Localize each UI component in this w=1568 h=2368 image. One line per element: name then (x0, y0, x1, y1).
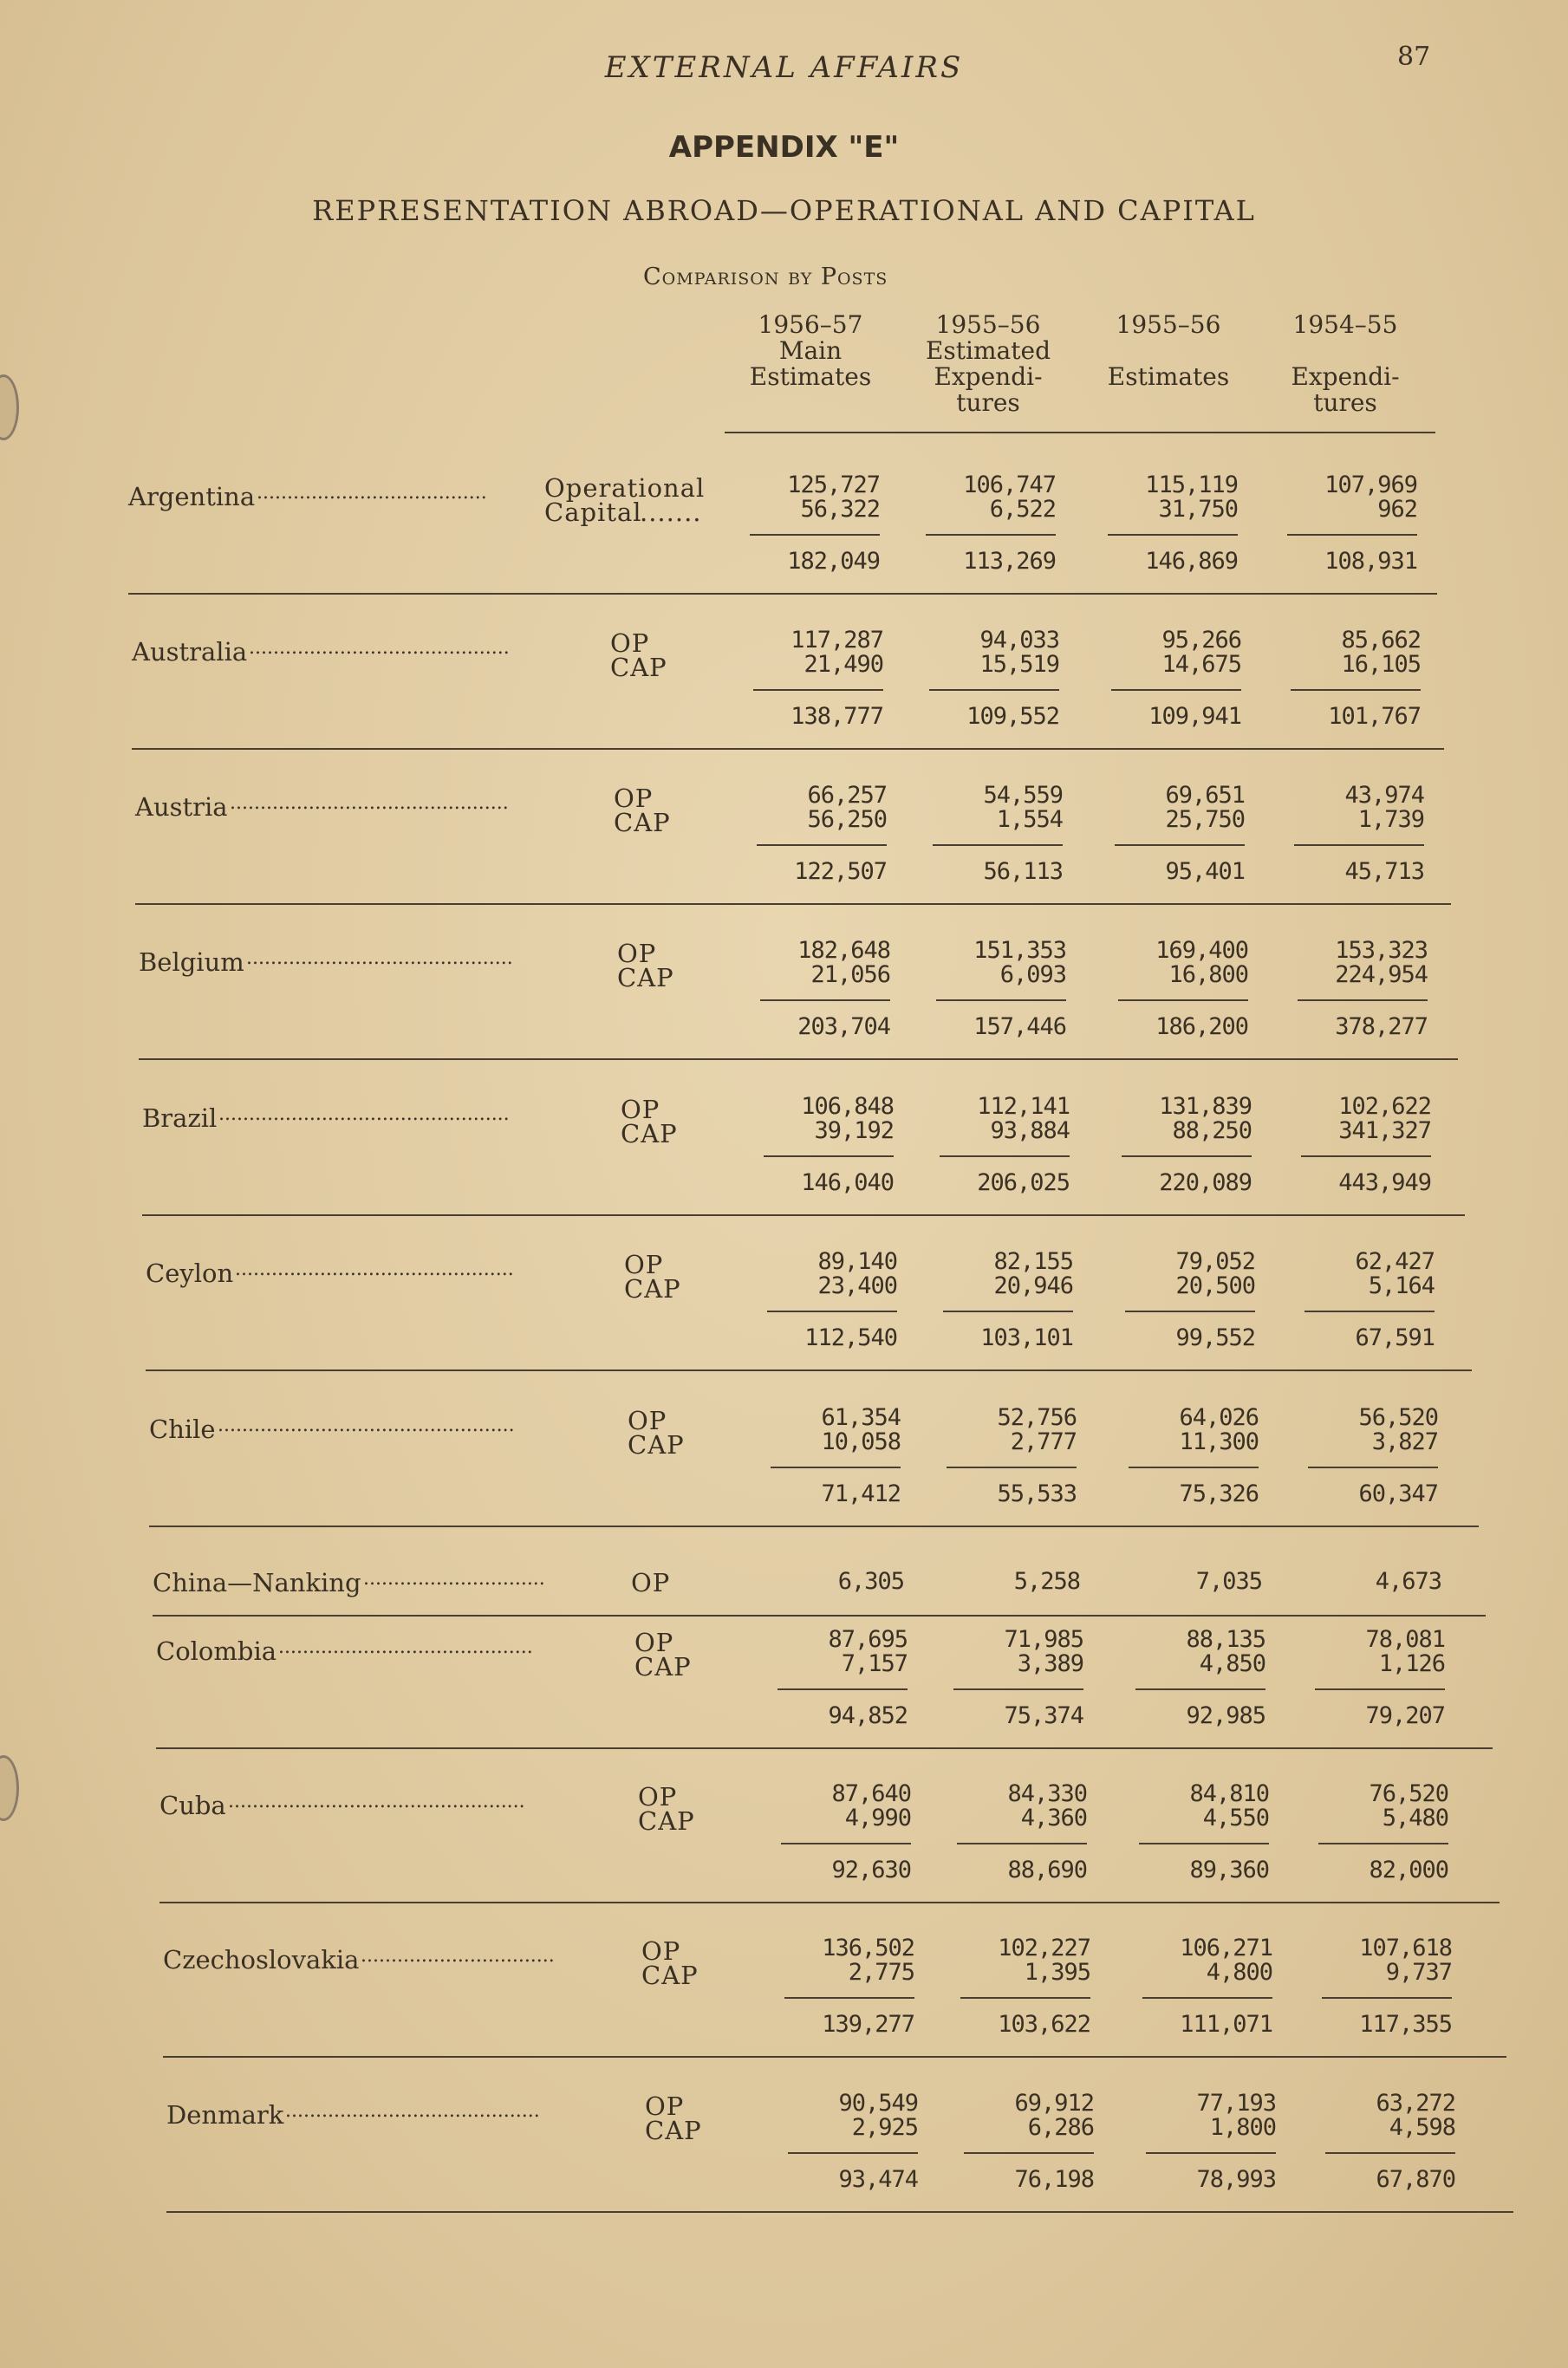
total-value: 112,540 (804, 1324, 897, 1351)
column-header-year: 1956–57 (758, 310, 863, 339)
op-label: OP (645, 2092, 685, 2121)
op-value: 87,640 (831, 1780, 911, 1807)
op-value: 95,266 (1161, 627, 1241, 654)
op-label: OP (631, 1568, 671, 1597)
column-header (1250, 312, 1441, 416)
op-value: 61,354 (821, 1404, 901, 1431)
row-separator (156, 1747, 1493, 1749)
op-value: 64,026 (1179, 1404, 1259, 1431)
subtotal-rule (1301, 1155, 1431, 1157)
column-header-year: 1955–56 (1116, 310, 1221, 339)
cap-value: 21,056 (810, 961, 890, 988)
subtotal-rule (936, 999, 1066, 1001)
country-name: Chile (149, 1415, 216, 1444)
subtotal-rule (1315, 1688, 1445, 1690)
cap-label: CAP (634, 1652, 692, 1682)
total-value: 75,326 (1179, 1480, 1259, 1507)
subtotal-rule (1115, 844, 1245, 846)
cap-value: 1,395 (1024, 1959, 1090, 1986)
subtotal-rule (1298, 999, 1428, 1001)
subtotal-rule (1118, 999, 1248, 1001)
column-header-line1 (1073, 338, 1264, 364)
cap-value: 20,500 (1175, 1272, 1255, 1299)
op-value: 89,140 (817, 1248, 897, 1275)
cap-value: 6,093 (999, 961, 1066, 988)
op-value: 106,848 (801, 1093, 894, 1120)
subtotal-rule (1294, 844, 1424, 846)
cap-label: CAP (645, 2116, 702, 2145)
row-separator (163, 2056, 1506, 2058)
cap-value: 15,519 (979, 651, 1059, 678)
op-value: 82,155 (993, 1248, 1073, 1275)
cap-value: 56,250 (807, 806, 887, 833)
leader-dots: .......................................... (278, 1636, 533, 1658)
op-value: 182,648 (797, 937, 890, 964)
column-header-line2: Estimates (1107, 362, 1230, 391)
op-label: OP (614, 784, 654, 813)
column-header-line3: tures (956, 388, 1020, 417)
leader-dots: ...................................... (257, 482, 487, 504)
op-value: 117,287 (791, 627, 883, 654)
op-value: 71,985 (1004, 1626, 1083, 1653)
column-header-line3 (715, 390, 906, 416)
op-value: 153,323 (1335, 937, 1428, 964)
punch-hole (0, 1755, 19, 1821)
op-label: OP (634, 1628, 674, 1657)
column-header-line3: tures (1313, 388, 1377, 417)
cap-value: 4,990 (844, 1805, 911, 1831)
row-separator (142, 1214, 1465, 1216)
country-name: China—Nanking (153, 1568, 361, 1597)
op-value: 69,651 (1165, 782, 1245, 809)
total-value: 79,207 (1365, 1702, 1445, 1729)
total-value: 206,025 (977, 1169, 1070, 1196)
subtotal-rule (1318, 1843, 1448, 1844)
subtotal-rule (957, 1843, 1087, 1844)
cap-label: CAP (628, 1430, 685, 1460)
subtotal-rule (788, 2152, 918, 2154)
subtotal-rule (757, 844, 887, 846)
op-value: 84,330 (1007, 1780, 1087, 1807)
leader-dots: ........................................... (249, 637, 510, 659)
total-value: 101,767 (1328, 703, 1421, 730)
cap-value: 25,750 (1165, 806, 1245, 833)
op-value: 43,974 (1344, 782, 1424, 809)
op-value: 63,272 (1376, 2090, 1455, 2117)
country-name: Cuba (159, 1791, 226, 1820)
cap-label: CAP (610, 653, 667, 682)
cap-label: CAP (617, 963, 674, 992)
country-name: Czechoslovakia (163, 1945, 360, 1974)
cap-value: 39,192 (814, 1117, 894, 1144)
total-value: 76,198 (1014, 2166, 1094, 2193)
op-value: 94,033 (979, 627, 1059, 654)
page-number: 87 (1397, 42, 1431, 72)
cap-label: CAP (624, 1274, 681, 1304)
total-value: 94,852 (828, 1702, 908, 1729)
cap-value: 16,800 (1168, 961, 1248, 988)
subtotal-rule (947, 1467, 1077, 1468)
subtotal-rule (943, 1311, 1073, 1312)
leader-dots: .............................................. (230, 792, 509, 814)
total-value: 103,101 (980, 1324, 1073, 1351)
cap-value: 224,954 (1335, 961, 1428, 988)
total-value: 78,993 (1196, 2166, 1276, 2193)
cap-value: 14,675 (1161, 651, 1241, 678)
subtotal-rule (767, 1311, 897, 1312)
appendix-heading: APPENDIX "E" (668, 130, 900, 165)
op-label: OP (641, 1936, 681, 1966)
subtotal-rule (764, 1155, 894, 1157)
country-name: Argentina (128, 482, 256, 511)
punch-hole (0, 374, 19, 440)
subtotal-rule (929, 689, 1059, 691)
cap-value: 23,400 (817, 1272, 897, 1299)
subtotal-rule (1146, 2152, 1276, 2154)
column-header-line3 (1073, 390, 1264, 416)
total-value: 89,360 (1189, 1857, 1269, 1883)
row-separator (128, 593, 1437, 595)
cap-value: 4,598 (1389, 2114, 1455, 2141)
row-separator (149, 1526, 1479, 1527)
subtotal-rule (964, 2152, 1094, 2154)
leader-dots: ................................................ (218, 1103, 510, 1125)
op-label: OP (610, 628, 650, 658)
op-label: Operational (544, 473, 706, 503)
subtotal-rule (1291, 689, 1421, 691)
total-value: 88,690 (1007, 1857, 1087, 1883)
page-title: REPRESENTATION ABROAD—OPERATIONAL AND CAPITAL (312, 194, 1256, 227)
op-value: 52,756 (997, 1404, 1077, 1431)
op-label: OP (624, 1250, 664, 1279)
subtotal-rule (933, 844, 1063, 846)
subtotal-rule (1125, 1311, 1255, 1312)
op-value: 4,673 (1375, 1568, 1441, 1595)
op-value: 115,119 (1145, 472, 1238, 498)
total-value: 93,474 (838, 2166, 918, 2193)
total-value: 146,869 (1145, 548, 1238, 575)
total-value: 67,870 (1376, 2166, 1455, 2193)
op-value: 106,747 (963, 472, 1056, 498)
subtotal-rule (1304, 1311, 1435, 1312)
cap-value: 20,946 (993, 1272, 1073, 1299)
total-value: 113,269 (963, 548, 1056, 575)
country-name: Colombia (156, 1636, 277, 1666)
cap-value: 341,327 (1338, 1117, 1431, 1144)
total-value: 82,000 (1369, 1857, 1448, 1883)
subtotal-rule (753, 689, 883, 691)
subtotal-rule (1129, 1467, 1259, 1468)
subtotal-rule (1322, 1997, 1452, 1999)
cap-value: 5,164 (1368, 1272, 1435, 1299)
cap-value: 11,300 (1179, 1428, 1259, 1455)
total-value: 146,040 (801, 1169, 894, 1196)
cap-value: 16,105 (1341, 651, 1421, 678)
subtotal-rule (1135, 1688, 1265, 1690)
op-value: 88,135 (1186, 1626, 1265, 1653)
total-value: 75,374 (1004, 1702, 1083, 1729)
cap-value: 56,322 (800, 496, 880, 523)
total-value: 92,630 (831, 1857, 911, 1883)
total-value: 67,591 (1355, 1324, 1435, 1351)
row-separator (135, 903, 1451, 905)
op-label: OP (628, 1406, 667, 1435)
cap-value: 10,058 (821, 1428, 901, 1455)
subtotal-rule (1325, 2152, 1455, 2154)
cap-value: 1,800 (1209, 2114, 1276, 2141)
op-value: 66,257 (807, 782, 887, 809)
column-header (893, 312, 1083, 416)
op-value: 6,305 (837, 1568, 904, 1595)
page-subtitle: Comparison by Posts (643, 263, 888, 290)
country-name: Denmark (166, 2100, 284, 2130)
leader-dots: ............................................ (246, 947, 513, 969)
subtotal-rule (1287, 534, 1417, 536)
total-value: 117,355 (1359, 2011, 1452, 2038)
total-value: 109,941 (1148, 703, 1241, 730)
op-value: 112,141 (977, 1093, 1070, 1120)
subtotal-rule (781, 1843, 911, 1844)
op-value: 106,271 (1180, 1935, 1272, 1961)
cap-label: CAP (621, 1119, 678, 1148)
subtotal-rule (784, 1997, 914, 1999)
total-value: 109,552 (966, 703, 1059, 730)
subtotal-rule (926, 534, 1056, 536)
total-value: 108,931 (1324, 548, 1417, 575)
leader-dots: .............................................. (235, 1259, 514, 1280)
op-value: 5,258 (1013, 1568, 1080, 1595)
column-header (715, 312, 906, 416)
column-header-year: 1954–55 (1292, 310, 1398, 339)
total-value: 157,446 (973, 1013, 1066, 1040)
op-value: 131,839 (1159, 1093, 1252, 1120)
op-value: 107,618 (1359, 1935, 1452, 1961)
op-label: OP (638, 1782, 678, 1812)
running-head: EXTERNAL AFFAIRS (604, 50, 964, 85)
subtotal-rule (760, 999, 890, 1001)
total-value: 186,200 (1155, 1013, 1248, 1040)
total-value: 45,713 (1344, 858, 1424, 885)
cap-value: 6,522 (989, 496, 1056, 523)
total-value: 111,071 (1180, 2011, 1272, 2038)
row-separator (132, 748, 1444, 750)
total-value: 203,704 (797, 1013, 890, 1040)
total-value: 95,401 (1165, 858, 1245, 885)
subtotal-rule (1139, 1843, 1269, 1844)
column-header-line1: Estimated (925, 336, 1051, 365)
total-value: 220,089 (1159, 1169, 1252, 1196)
cap-value: 4,360 (1020, 1805, 1087, 1831)
op-value: 107,969 (1324, 472, 1417, 498)
cap-value: 21,490 (804, 651, 883, 678)
op-value: 151,353 (973, 937, 1066, 964)
total-value: 99,552 (1175, 1324, 1255, 1351)
column-header-line2: Expendi- (1291, 362, 1400, 391)
op-value: 125,727 (787, 472, 880, 498)
total-value: 182,049 (787, 548, 880, 575)
column-header-line2: Estimates (749, 362, 872, 391)
subtotal-rule (777, 1688, 908, 1690)
cap-value: 1,126 (1378, 1650, 1445, 1677)
cap-value: 3,389 (1017, 1650, 1083, 1677)
row-separator (159, 1902, 1500, 1903)
total-value: 56,113 (983, 858, 1063, 885)
cap-value: 4,850 (1199, 1650, 1265, 1677)
cap-value: 31,750 (1158, 496, 1238, 523)
leader-dots: .......................................... (285, 2100, 540, 2122)
country-name: Austria (135, 792, 228, 822)
subtotal-rule (1142, 1997, 1272, 1999)
row-separator (153, 1615, 1486, 1617)
cap-value: 1,554 (996, 806, 1063, 833)
cap-label: CAP (614, 808, 671, 837)
leader-dots: ................................ (361, 1945, 555, 1967)
leader-dots: ................................................. (218, 1415, 515, 1436)
total-value: 92,985 (1186, 1702, 1265, 1729)
subtotal-rule (953, 1688, 1083, 1690)
op-label: OP (617, 939, 657, 968)
cap-label: CAP (641, 1961, 699, 1990)
cap-value: 9,737 (1385, 1959, 1452, 1986)
op-value: 69,912 (1014, 2090, 1094, 2117)
cap-value: 2,775 (848, 1959, 914, 1986)
subtotal-rule (771, 1467, 901, 1468)
subtotal-rule (1108, 534, 1238, 536)
cap-value: 6,286 (1027, 2114, 1094, 2141)
op-value: 54,559 (983, 782, 1063, 809)
leader-dots: ....... (640, 498, 702, 527)
row-separator (166, 2211, 1513, 2213)
op-label: OP (621, 1095, 660, 1124)
total-value: 443,949 (1338, 1169, 1431, 1196)
cap-value: 2,777 (1010, 1428, 1077, 1455)
country-name: Belgium (139, 947, 244, 977)
leader-dots: .............................. (363, 1568, 545, 1590)
total-value: 103,622 (998, 2011, 1090, 2038)
total-value: 139,277 (822, 2011, 914, 2038)
subtotal-rule (940, 1155, 1070, 1157)
cap-label: CAP (638, 1806, 695, 1836)
op-value: 77,193 (1196, 2090, 1276, 2117)
cap-value: 7,157 (841, 1650, 908, 1677)
op-value: 169,400 (1155, 937, 1248, 964)
op-value: 7,035 (1195, 1568, 1262, 1595)
cap-value: 93,884 (990, 1117, 1070, 1144)
country-name: Brazil (142, 1103, 218, 1133)
cap-value: 1,739 (1357, 806, 1424, 833)
total-value: 122,507 (794, 858, 887, 885)
subtotal-rule (960, 1997, 1090, 1999)
total-value: 378,277 (1335, 1013, 1428, 1040)
subtotal-rule (1122, 1155, 1252, 1157)
total-value: 138,777 (791, 703, 883, 730)
cap-value: 3,827 (1371, 1428, 1438, 1455)
cap-value: 5,480 (1382, 1805, 1448, 1831)
op-value: 76,520 (1369, 1780, 1448, 1807)
cap-label: Capital (544, 498, 642, 527)
cap-value: 4,800 (1206, 1959, 1272, 1986)
op-value: 79,052 (1175, 1248, 1255, 1275)
cap-value: 962 (1377, 496, 1417, 523)
cap-value: 88,250 (1172, 1117, 1252, 1144)
total-value: 71,412 (821, 1480, 901, 1507)
subtotal-rule (750, 534, 880, 536)
op-value: 84,810 (1189, 1780, 1269, 1807)
total-value: 60,347 (1358, 1480, 1438, 1507)
column-header-line1: Main (778, 336, 843, 365)
total-value: 55,533 (997, 1480, 1077, 1507)
leader-dots: ................................................. (228, 1791, 525, 1812)
op-value: 85,662 (1341, 627, 1421, 654)
row-separator (139, 1058, 1458, 1060)
op-value: 90,549 (838, 2090, 918, 2117)
country-name: Ceylon (146, 1259, 234, 1288)
row-separator (146, 1369, 1472, 1371)
cap-value: 4,550 (1202, 1805, 1269, 1831)
op-value: 62,427 (1355, 1248, 1435, 1275)
op-value: 78,081 (1365, 1626, 1445, 1653)
op-value: 56,520 (1358, 1404, 1438, 1431)
column-header-line1 (1250, 338, 1441, 364)
subtotal-rule (1111, 689, 1241, 691)
op-value: 102,227 (998, 1935, 1090, 1961)
cap-value: 2,925 (851, 2114, 918, 2141)
country-name: Australia (132, 637, 248, 667)
op-value: 102,622 (1338, 1093, 1431, 1120)
column-header (1073, 312, 1264, 416)
column-header-year: 1955–56 (935, 310, 1041, 339)
column-header-line2: Expendi- (934, 362, 1043, 391)
op-value: 136,502 (822, 1935, 914, 1961)
op-value: 87,695 (828, 1626, 908, 1653)
subtotal-rule (1308, 1467, 1438, 1468)
header-rule (725, 432, 1435, 433)
